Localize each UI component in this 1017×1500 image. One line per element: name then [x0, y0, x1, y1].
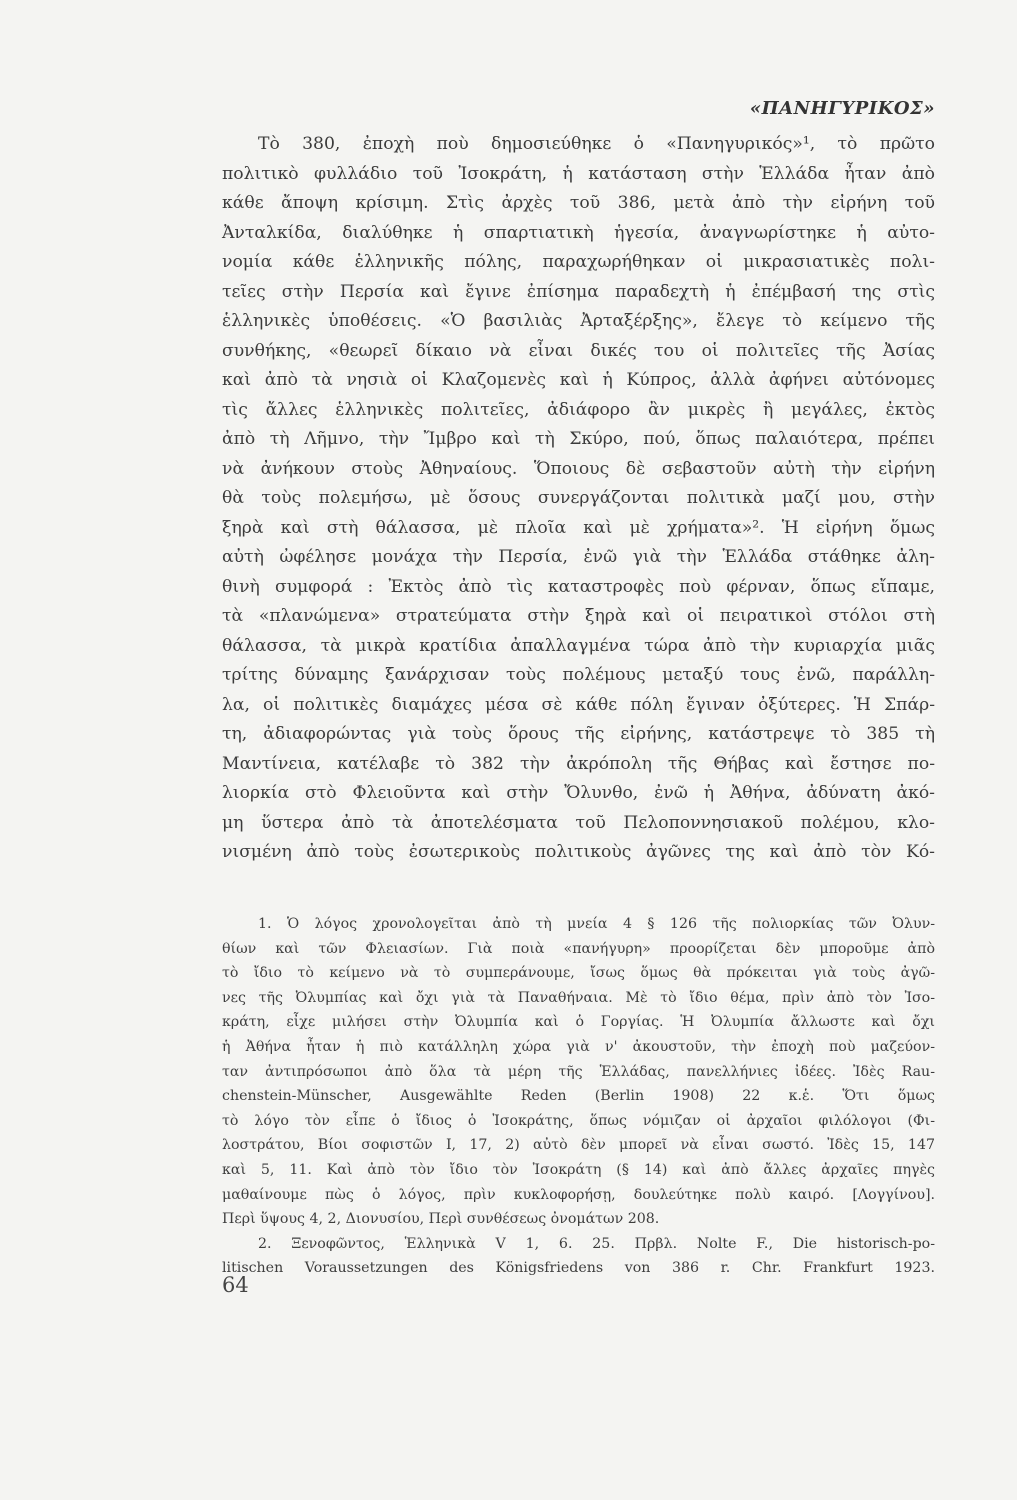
body-line: αὐτὴ ὠφέλησε μονάχα τὴν Περσία, ἐνῶ γιὰ τὴν Ἑλλάδα στάθηκε ἀλη- — [222, 547, 935, 567]
body-line: καὶ ἀπὸ τὰ νησιὰ οἱ Κλαζομενὲς καὶ ἡ Κύπρος, ἀλλὰ ἀφήνει αὐτόνομες — [222, 370, 935, 390]
body-line: νομία κάθε ἑλληνικῆς πόλης, παραχωρήθηκαν οἱ μικρασιατικὲς πολι- — [222, 252, 935, 272]
footnote-line: τὸ ἴδιο τὸ κείμενο νὰ τὸ συμπεράνουμε, ἴσως ὅμως θὰ πρόκειται γιὰ τοὺς ἀγῶ- — [222, 965, 935, 982]
footnote-line: νες τῆς Ὀλυμπίας καὶ ὄχι γιὰ τὰ Παναθήναια. Μὲ τὸ ἴδιο θέμα, πρὶν ἀπὸ τὸν Ἰσο- — [222, 989, 935, 1006]
footnotes — [222, 912, 935, 1281]
body-line: νὰ ἀνήκουν στοὺς Ἀθηναίους. Ὅποιους δὲ σεβαστοῦν αὐτὴ τὴν εἰρήνη — [222, 458, 935, 479]
body-line: νισμένη ἀπὸ τοὺς ἐσωτερικοὺς πολιτικοὺς ἀγῶνες της καὶ ἀπὸ τὸν Κό- — [222, 842, 935, 862]
body-line: Μαντίνεια, κατέλαβε τὸ 382 τὴν ἀκρόπολη τῆς Θήβας καὶ ἔστησε πο- — [222, 753, 935, 774]
footnote-line: Περὶ ὕψους 4, 2, Διονυσίου, Περὶ συνθέσεως ὀνομάτων 208. — [222, 1211, 660, 1228]
running-head: «ΠΑΝΗΓΥΡΙΚΟΣ» — [749, 98, 935, 119]
body-line: λιορκία στὸ Φλειοῦντα καὶ στὴν Ὄλυνθο, ἐνῶ ἡ Ἀθήνα, ἀδύνατη ἀκό- — [222, 783, 935, 803]
body-line: θάλασσα, τὰ μικρὰ κρατίδια ἀπαλλαγμένα τώρα ἀπὸ τὴν κυριαρχία μιᾶς — [222, 635, 935, 656]
footnote-line: λοστράτου, Βίοι σοφιστῶν I, 17, 2) αὐτὸ δὲν μπορεῖ νὰ εἶναι σωστό. Ἰδὲς 15, 147 — [222, 1137, 935, 1154]
body-text — [222, 130, 935, 868]
body-line: κάθε ἄποψη κρίσιμη. Στὶς ἀρχὲς τοῦ 386, μετὰ ἀπὸ τὴν εἰρήνη τοῦ — [222, 193, 935, 213]
footnote-line: 2. Ξενοφῶντος, Ἑλληνικὰ V 1, 6. 25. Πρβλ. Nolte F., Die historisch-po- — [258, 1235, 935, 1252]
body-line: τὶς ἄλλες ἑλληνικὲς πολιτεῖες, ἀδιάφορο ἂν μικρὲς ἢ μεγάλες, ἐκτὸς — [222, 399, 935, 420]
body-line: τη, ἀδιαφορώντας γιὰ τοὺς ὅρους τῆς εἰρήνης, κατάστρεψε τὸ 385 τὴ — [222, 724, 935, 744]
footnote-line: 1. Ὁ λόγος χρονολογεῖται ἀπὸ τὴ μνεία 4 § 126 τῆς πολιορκίας τῶν Ὀλυν- — [258, 916, 935, 932]
footnote-line: chenstein-Münscher, Ausgewählte Reden (Berlin 1908) 22 κ.ἑ. Ὅτι ὅμως — [222, 1088, 935, 1105]
body-line: συνθήκης, «θεωρεῖ δίκαιο νὰ εἶναι δικές του οἱ πολιτεῖες τῆς Ἀσίας — [222, 340, 935, 361]
page-number: 64 — [222, 1273, 249, 1297]
footnote-line: θίων καὶ τῶν Φλειασίων. Γιὰ ποιὰ «πανήγυρη» προορίζεται δὲν μποροῦμε ἀπὸ — [222, 940, 935, 957]
body-line: ἀπὸ τὴ Λῆμνο, τὴν Ἴμβρο καὶ τὴ Σκύρο, πού, ὅπως παλαιότερα, πρέπει — [222, 429, 935, 449]
footnote-line: κράτη, εἶχε μιλήσει στὴν Ὀλυμπία καὶ ὁ Γοργίας. Ἡ Ὀλυμπία ἄλλωστε καὶ ὄχι — [222, 1014, 935, 1031]
body-line: λα, οἱ πολιτικὲς διαμάχες μέσα σὲ κάθε πόλη ἔγιναν ὀξύτερες. Ἡ Σπάρ- — [222, 694, 935, 715]
footnote-line: καὶ 5, 11. Καὶ ἀπὸ τὸν ἴδιο τὸν Ἰσοκράτη (§ 14) καὶ ἀπὸ ἄλλες ἀρχαῖες πηγὲς — [222, 1161, 935, 1178]
footnote-line: litischen Voraussetzungen des Königsfriedens von 386 r. Chr. Frankfurt 1923. — [222, 1260, 935, 1277]
body-line: ἑλληνικὲς ὑποθέσεις. «Ὁ βασιλιὰς Ἀρταξέρξης», ἔλεγε τὸ κείμενο τῆς — [222, 311, 935, 331]
body-line: πολιτικὸ φυλλάδιο τοῦ Ἰσοκράτη, ἡ κατάσταση στὴν Ἑλλάδα ἦταν ἀπὸ — [222, 163, 935, 184]
footnote-line: ταν ἀντιπρόσωποι ἀπὸ ὅλα τὰ μέρη τῆς Ἑλλάδας, πανελλήνιες ἰδέες. Ἰδὲς Rau- — [222, 1063, 935, 1080]
body-line: τὰ «πλανώμενα» στρατεύματα στὴν ξηρὰ καὶ οἱ πειρατικοὶ στόλοι στὴ — [222, 606, 935, 626]
footnote-line: μαθαίνουμε πὼς ὁ λόγος, πρὶν κυκλοφορήσῃ, δουλεύτηκε πολὺ καιρό. [Λογγίνου]. — [222, 1186, 935, 1203]
body-line: θινὴ συμφορά : Ἐκτὸς ἀπὸ τὶς καταστροφὲς ποὺ φέρναν, ὅπως εἴπαμε, — [222, 576, 935, 597]
body-line: Τὸ 380, ἐποχὴ ποὺ δημοσιεύθηκε ὁ «Πανηγυρικός»¹, τὸ πρῶτο — [258, 134, 935, 154]
body-line: θὰ τοὺς πολεμήσω, μὲ ὅσους συνεργάζονται πολιτικὰ μαζί μου, στὴν — [222, 488, 935, 508]
body-line: μη ὕστερα ἀπὸ τὰ ἀποτελέσματα τοῦ Πελοποννησιακοῦ πολέμου, κλο- — [222, 812, 935, 833]
body-line: Ἀνταλκίδα, διαλύθηκε ἡ σπαρτιατικὴ ἡγεσία, ἀναγνωρίστηκε ἡ αὐτο- — [222, 222, 935, 243]
body-line: τεῖες στὴν Περσία καὶ ἔγινε ἐπίσημα παραδεχτὴ ἡ ἐπέμβασή της στὶς — [222, 281, 935, 302]
body-line: τρίτης δύναμης ξανάρχισαν τοὺς πολέμους μεταξύ τους ἐνῶ, παράλλη- — [222, 665, 935, 685]
footnote-line: ἡ Ἀθήνα ἦταν ἡ πιὸ κατάλληλη χώρα γιὰ ν' ἀκουστοῦν, τὴν ἐποχὴ ποὺ μαζεύον- — [222, 1038, 935, 1055]
body-line: ξηρὰ καὶ στὴ θάλασσα, μὲ πλοῖα καὶ μὲ χρήματα»². Ἡ εἰρήνη ὅμως — [222, 517, 935, 538]
footnote-line: τὸ λόγο τὸν εἶπε ὁ ἴδιος ὁ Ἰσοκράτης, ὅπως νόμιζαν οἱ ἀρχαῖοι φιλόλογοι (Φι- — [222, 1112, 935, 1129]
